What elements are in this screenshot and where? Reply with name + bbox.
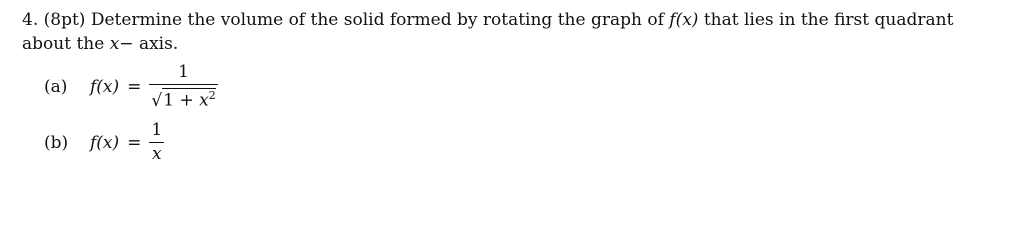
radicand — [162, 88, 215, 110]
problem-line2-suffix: axis. — [138, 34, 179, 54]
part-a-denominator — [149, 85, 217, 110]
radicand-variable: x — [199, 90, 209, 111]
function-notation: f(x) — [669, 10, 699, 30]
problem-text: Determine the volume of the solid formed by rotating the graph of — [90, 10, 664, 30]
axis-dash: − — [119, 34, 134, 54]
problem-number: 4. — [22, 10, 39, 30]
part-b-label: (b) — [44, 132, 69, 153]
part-b-denominator: x — [152, 144, 162, 164]
problem-points: (8pt) — [43, 10, 86, 30]
part-b-equals: = — [127, 132, 142, 153]
part-b-numerator: 1 — [151, 120, 163, 140]
problem-text-end: that lies in the first quadrant about — [22, 10, 954, 54]
part-b-function: f(x) — [90, 132, 120, 153]
part-a — [44, 64, 218, 110]
radicand-prefix: 1 + — [163, 90, 200, 111]
problem-line2-prefix: the — [76, 34, 105, 54]
square-root — [151, 88, 215, 110]
part-a-fraction — [149, 64, 217, 110]
part-a-numerator: 1 — [178, 62, 189, 82]
radicand-exponent: 2 — [208, 89, 216, 102]
part-a-label: (a) — [44, 76, 68, 97]
part-b-fraction — [149, 122, 164, 163]
axis-variable: x — [109, 34, 120, 54]
part-a-function: f(x) — [90, 76, 120, 97]
part-a-equals: = — [127, 76, 142, 97]
sqrt-symbol: √ — [151, 90, 163, 111]
part-b — [44, 122, 164, 163]
parts-list — [44, 0, 544, 189]
